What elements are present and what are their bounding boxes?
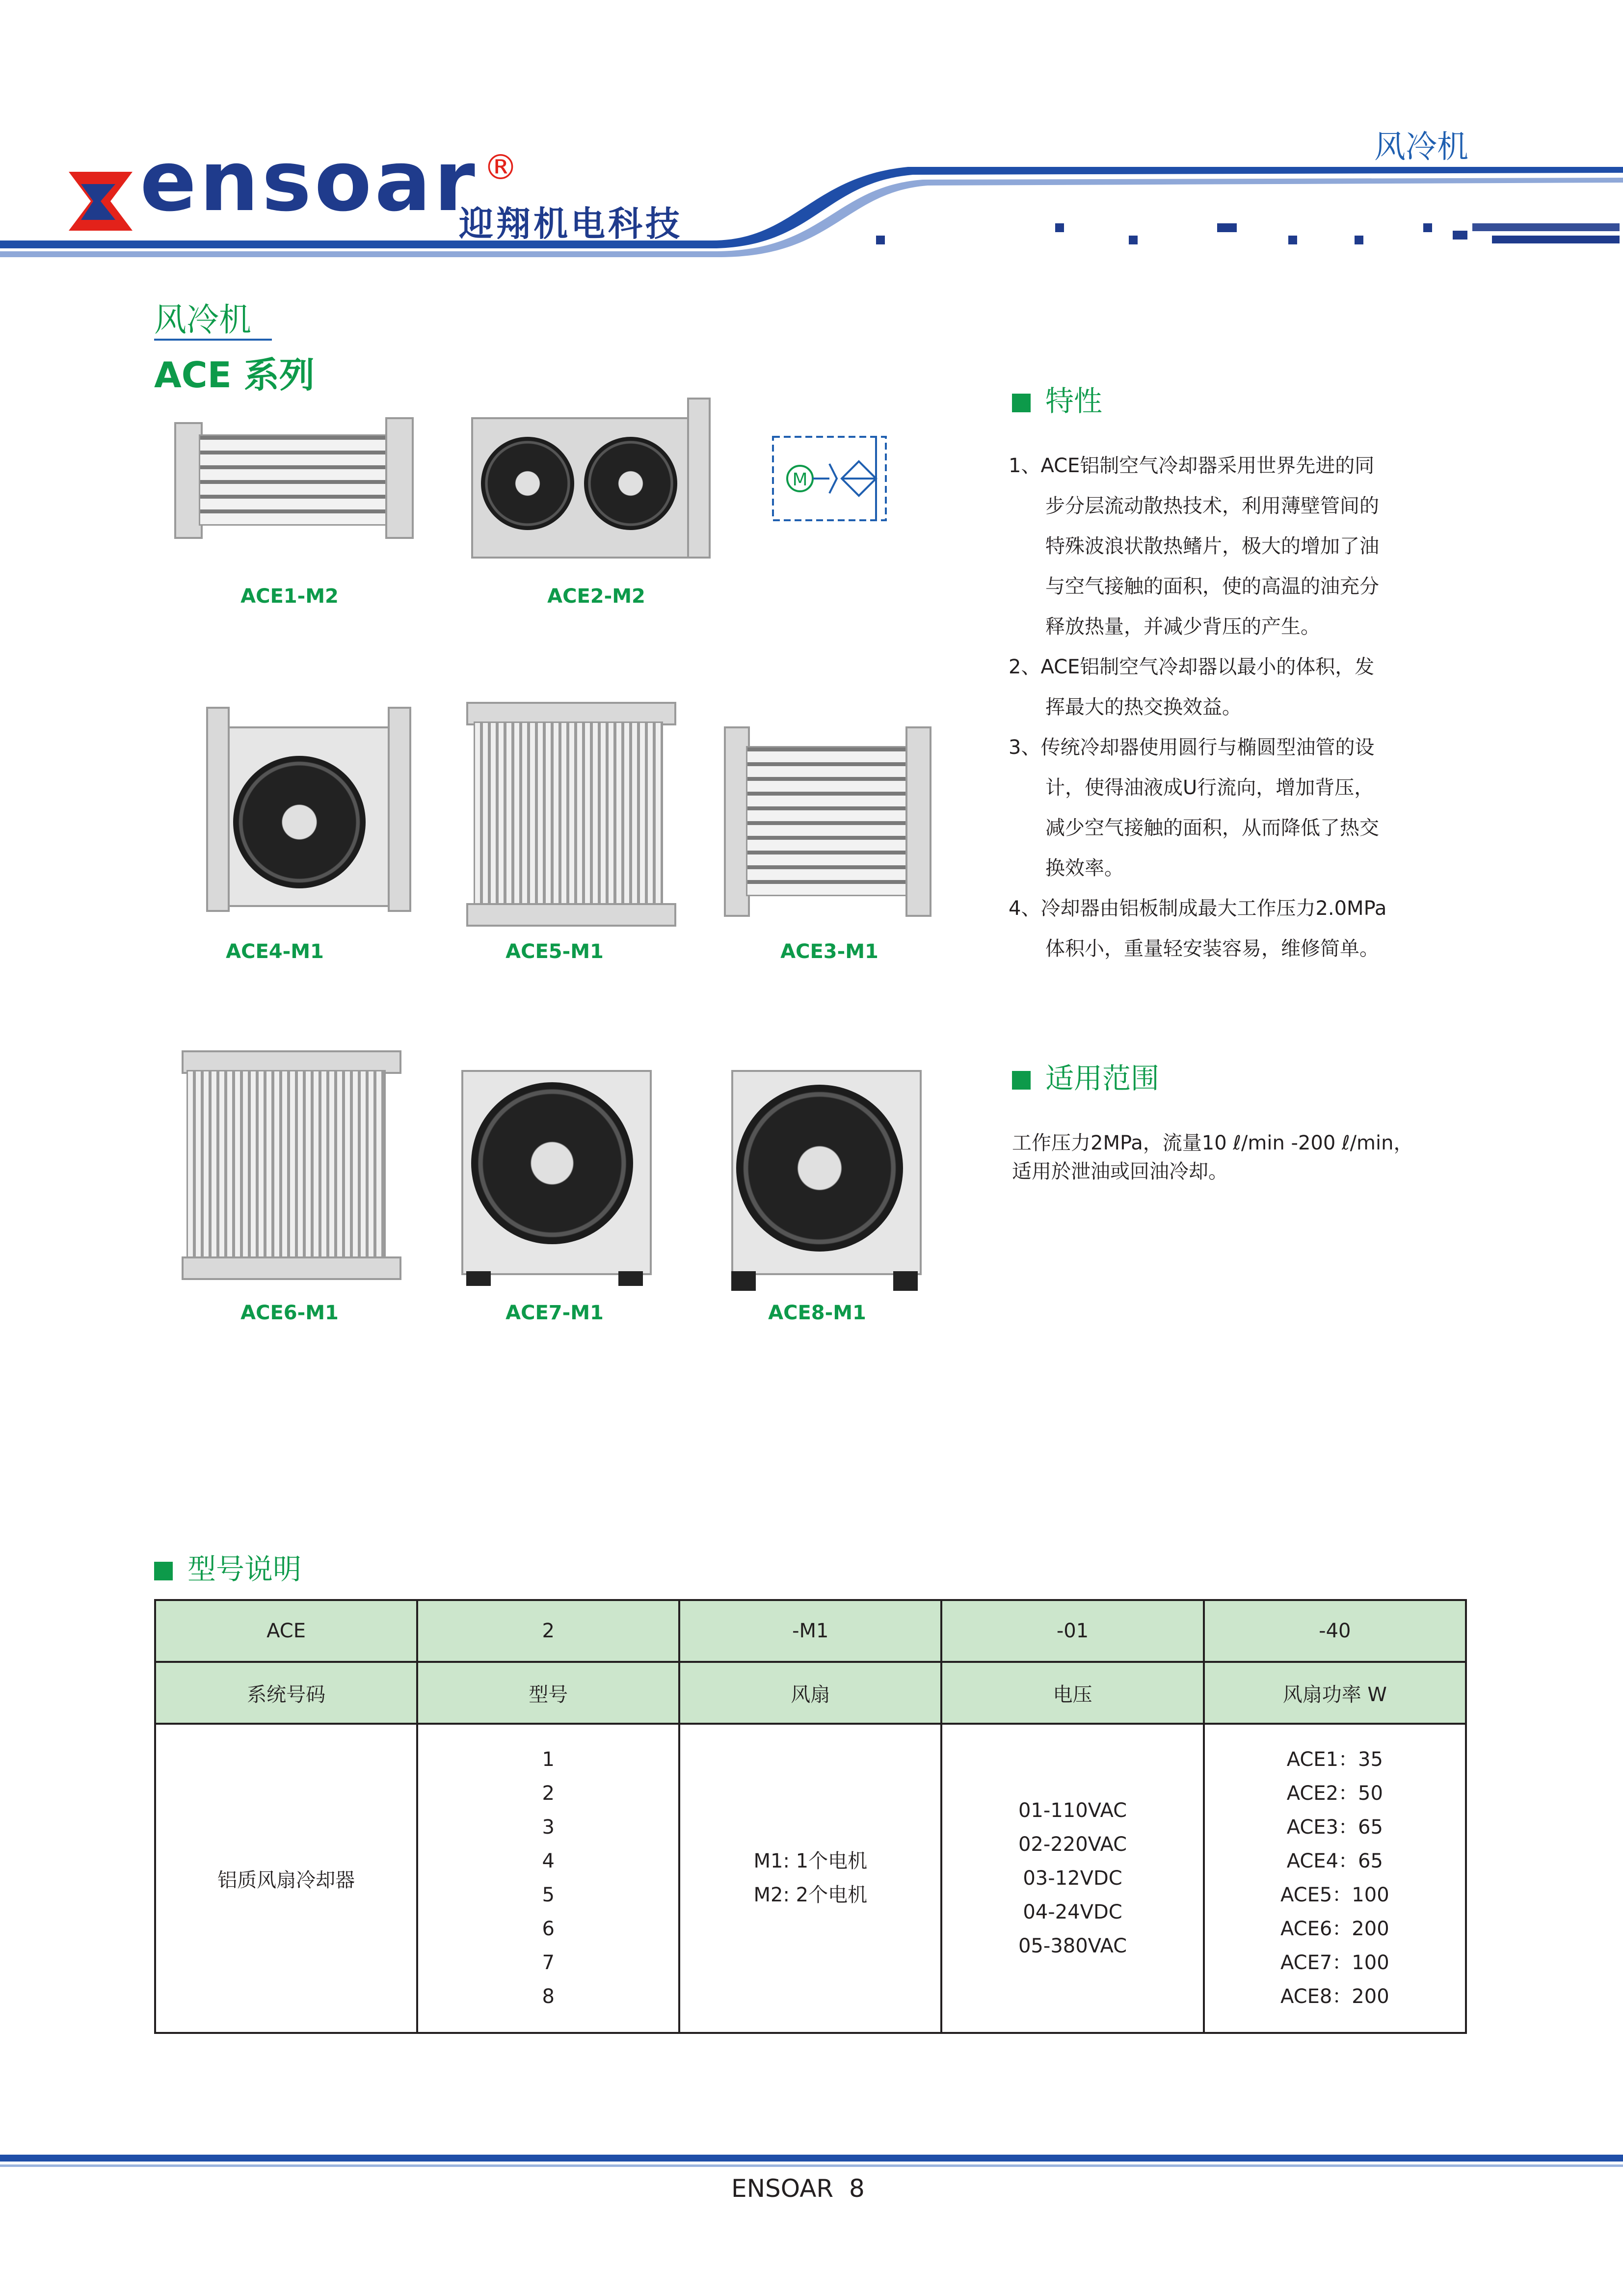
cooler-bottom-tank [466, 903, 676, 927]
list-item: ACE2：50 [1286, 1782, 1383, 1805]
cooler-fins [474, 721, 663, 911]
product-label: ACE5-M1 [506, 940, 604, 963]
list-item: ACE3：65 [1286, 1816, 1383, 1839]
feature-line: 与空气接触的面积，使的高温的油充分 [1045, 575, 1379, 598]
product-label: ACE4-M1 [226, 940, 324, 963]
list-item: ACE6：200 [1280, 1918, 1389, 1940]
fan-icon [481, 437, 574, 530]
list-item: 1 [542, 1748, 555, 1771]
hydraulic-cooler-symbol [771, 434, 888, 523]
name-cell: 风扇功率 W [1204, 1662, 1466, 1724]
list-item: 3 [542, 1816, 555, 1839]
feature-line: 3、传统冷却器使用圆行与椭圆型油管的设 [1009, 736, 1375, 759]
list-item: 5 [542, 1884, 555, 1906]
feature-line: 4、冷却器由铝板制成最大工作压力2.0MPa [1009, 897, 1387, 920]
code-cell: -01 [941, 1600, 1203, 1662]
cooler-side-tank [385, 417, 414, 539]
bullet-square-icon [1012, 1071, 1031, 1090]
name-cell: 系统号码 [155, 1662, 417, 1724]
voltage-list-cell [941, 1724, 1203, 2033]
bullet-square-icon [1012, 394, 1031, 412]
usage-heading-text: 适用范围 [1045, 1062, 1160, 1095]
product-ace8-m1 [721, 1070, 928, 1296]
list-item: 4 [542, 1850, 555, 1872]
name-cell: 风扇 [679, 1662, 941, 1724]
page-title: 风冷机 [154, 301, 251, 339]
cooler-side-tank [905, 726, 931, 917]
feature-line: 步分层流动散热技术，利用薄壁管间的 [1045, 495, 1379, 517]
cooler-foot [466, 1271, 491, 1286]
product-ace6-m1 [182, 1050, 402, 1281]
code-cell: -M1 [679, 1600, 941, 1662]
cooler-side-tank [206, 707, 230, 912]
product-ace7-m1 [461, 1070, 658, 1291]
page-number: ENSOAR 8 [731, 2174, 865, 2203]
model-heading [154, 1546, 301, 1587]
feature-line: 特殊波浪状散热鳍片，极大的增加了油 [1045, 535, 1379, 558]
cooler-side-tank [388, 707, 411, 912]
list-item: 7 [542, 1951, 555, 1974]
system-desc-cell: 铝质风扇冷却器 [155, 1724, 417, 2033]
cooler-fins [199, 434, 391, 526]
motor-symbol-label: M [792, 470, 808, 490]
product-label: ACE3-M1 [780, 940, 878, 963]
model-table [154, 1599, 1467, 2034]
list-item: ACE7：100 [1280, 1951, 1389, 1974]
product-ace3-m1 [724, 726, 935, 918]
code-cell: 2 [417, 1600, 679, 1662]
table-row [155, 1724, 1466, 2033]
product-label: ACE8-M1 [768, 1302, 866, 1324]
power-list-cell [1204, 1724, 1466, 2033]
list-item: ACE5：100 [1280, 1884, 1389, 1906]
usage-line: 适用於泄油或回油冷却。 [1012, 1160, 1228, 1183]
list-item: M2: 2个电机 [753, 1884, 868, 1906]
fan-list-cell [679, 1724, 941, 2033]
feature-line: 2、ACE铝制空气冷却器以最小的体积，发 [1009, 656, 1375, 678]
name-cell: 型号 [417, 1662, 679, 1724]
header [0, 0, 1623, 265]
list-item: 05-380VAC [1018, 1934, 1127, 1957]
list-item: ACE4：65 [1286, 1850, 1383, 1872]
feature-line: 1、ACE铝制空气冷却器采用世界先进的同 [1009, 454, 1375, 477]
fan-icon [584, 437, 677, 530]
section-tag: 风冷机 [1374, 129, 1468, 165]
features-heading-text: 特性 [1045, 384, 1103, 418]
list-item: 02-220VAC [1018, 1833, 1127, 1856]
product-label: ACE2-M2 [547, 585, 645, 608]
footer-rule [0, 2164, 1623, 2167]
registered-mark: ® [483, 147, 518, 187]
product-ace1-m2 [174, 417, 415, 545]
series-title: ACE 系列 [154, 354, 315, 396]
fan-icon [233, 756, 366, 888]
cooler-foot [731, 1271, 756, 1291]
type-list-cell [417, 1724, 679, 2033]
list-item: 01-110VAC [1018, 1799, 1127, 1822]
feature-line: 挥最大的热交换效益。 [1045, 696, 1242, 719]
list-item: ACE1：35 [1286, 1748, 1383, 1771]
cooler-foot [618, 1271, 643, 1286]
feature-line: 体积小，重量轻安装容易，维修简单。 [1045, 937, 1379, 960]
features-list [1009, 446, 1450, 969]
feature-line: 计，使得油液成U行流向，增加背压， [1045, 776, 1374, 799]
list-item: 6 [542, 1918, 555, 1940]
brand-chinese-name: 迎翔机电科技 [459, 204, 683, 244]
product-ace5-m1 [466, 702, 677, 928]
feature-line: 换效率。 [1045, 857, 1124, 880]
product-ace4-m1 [206, 707, 407, 913]
cooler-bottom-tank [182, 1256, 401, 1280]
list-item: ACE8：200 [1280, 1985, 1389, 2008]
bullet-square-icon [154, 1562, 173, 1580]
title-underline [154, 339, 272, 341]
cooler-fins [186, 1070, 386, 1264]
footer-rule [0, 2155, 1623, 2162]
usage-line: 工作压力2MPa，流量10 ℓ/min -200 ℓ/min， [1012, 1132, 1413, 1154]
usage-text [1012, 1129, 1463, 1186]
list-item: M1: 1个电机 [753, 1850, 868, 1872]
list-item: 8 [542, 1985, 555, 2008]
feature-line: 减少空气接触的面积，从而降低了热交 [1045, 817, 1379, 839]
cooler-side-tank [687, 398, 711, 559]
brand-logo-icon [64, 162, 137, 240]
list-item: 04-24VDC [1023, 1900, 1122, 1923]
model-heading-text: 型号说明 [187, 1552, 302, 1586]
features-heading [1012, 378, 1102, 419]
fan-icon [736, 1085, 903, 1252]
list-item: 2 [542, 1782, 555, 1805]
cooler-fins [746, 746, 911, 896]
table-row [155, 1662, 1466, 1724]
feature-line: 释放热量，并减少背压的产生。 [1045, 615, 1320, 638]
usage-heading [1012, 1055, 1159, 1096]
product-label: ACE6-M1 [240, 1302, 339, 1324]
product-label: ACE1-M2 [240, 585, 339, 608]
product-label: ACE7-M1 [506, 1302, 604, 1324]
name-cell: 电压 [941, 1662, 1203, 1724]
product-ace2-m2 [471, 398, 712, 560]
brand-wordmark: ensoar [140, 133, 478, 230]
cooler-foot [893, 1271, 918, 1291]
fan-icon [471, 1082, 633, 1244]
code-cell: -40 [1204, 1600, 1466, 1662]
code-cell: ACE [155, 1600, 417, 1662]
table-row [155, 1600, 1466, 1662]
list-item: 03-12VDC [1023, 1867, 1122, 1890]
